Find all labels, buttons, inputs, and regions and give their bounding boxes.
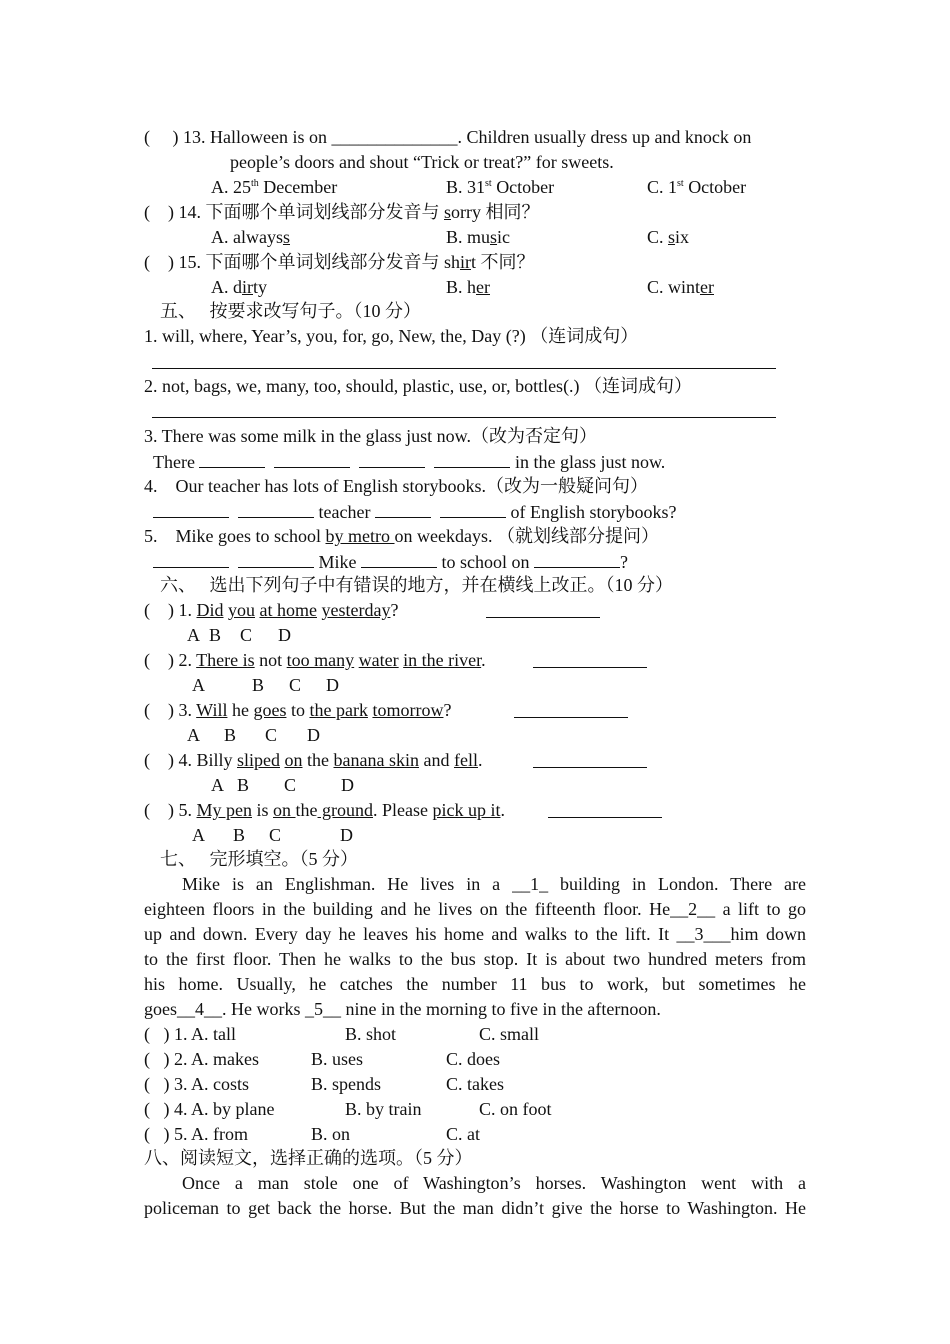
cloze-q2: ( ) 2. A. makes [144, 1049, 259, 1069]
section-7-title: 七、 完形填空。（5 分） [160, 849, 358, 869]
cloze-q2-c: C. does [446, 1049, 500, 1069]
cloze-q4-b: B. by train [345, 1099, 422, 1119]
sec6-s1: ( ) 1. Did you at home yesterday? [144, 600, 399, 620]
cloze-line-5: his home. Usually, he catches the number 11 bus to work, but sometimes he [144, 974, 806, 994]
q13-option-a: A. 25th December [211, 177, 338, 197]
correction-blank-4[interactable] [533, 751, 647, 768]
blank[interactable] [238, 551, 314, 568]
section-8-title: 八、阅读短文，选择正确的选项。（5 分） [144, 1148, 473, 1168]
cloze-q1-b: B. shot [345, 1024, 397, 1044]
q13-stem-line2: people’s doors and shout “Trick or treat?” for sweets. [230, 152, 614, 172]
q14-option-c: C. six [647, 227, 690, 247]
cloze-q1-c: C. small [479, 1024, 540, 1044]
section-5-title: 五、 按要求改写句子。（10 分） [160, 301, 421, 321]
sec6-s4: ( ) 4. Billy sliped on the banana skin and fell. [144, 750, 483, 770]
blank[interactable] [434, 451, 510, 468]
cloze-q4-c: C. on foot [479, 1099, 552, 1119]
cloze-line-6: goes__4__. He works _5__ nine in the morning to five in the afternoon. [144, 999, 661, 1019]
sec5-q2: 2. not, bags, we, many, too, should, plastic, use, or, bottles(.) （连词成句） [144, 376, 693, 396]
sec5-q5: 5. Mike goes to school by metro on weekdays. （就划线部分提问） [144, 526, 659, 546]
cloze-q3: ( ) 3. A. costs [144, 1074, 249, 1094]
q15-option-a: A. dirty [211, 277, 268, 297]
q14-option-a: A. alwayss [211, 227, 290, 247]
q15-option-b: B. her [446, 277, 490, 297]
blank[interactable] [361, 551, 437, 568]
cloze-q5: ( ) 5. A. from [144, 1124, 248, 1144]
reading-line-2: policeman to get back the horse. But the man didn’t give the horse to Washington. He [144, 1198, 806, 1218]
section-6-title: 六、 选出下列句子中有错误的地方，并在横线上改正。（10 分） [160, 575, 673, 595]
blank[interactable] [359, 451, 425, 468]
blank[interactable] [153, 551, 229, 568]
answer-line-2[interactable] [152, 417, 776, 418]
blank[interactable] [375, 501, 431, 518]
correction-blank-1[interactable] [486, 601, 600, 618]
blank[interactable] [238, 501, 314, 518]
sec5-q4: 4. Our teacher has lots of English storybooks.（改为一般疑问句） [144, 476, 648, 496]
blank[interactable] [534, 551, 620, 568]
sec5-q5-answer: Mike to school on ? [153, 551, 628, 572]
q13-stem: ( ) 13. Halloween is on ______________. Children usually dress up and knock on [144, 127, 752, 147]
blank[interactable] [153, 501, 229, 518]
blank[interactable] [274, 451, 350, 468]
cloze-q3-c: C. takes [446, 1074, 504, 1094]
q13-option-c: C. 1st October [647, 177, 747, 197]
q15-option-c: C. winter [647, 277, 714, 297]
cloze-q5-c: C. at [446, 1124, 480, 1144]
reading-line-1: Once a man stole one of Washington’s horses. Washington went with a [182, 1173, 806, 1193]
cloze-line-4: to the first floor. Then he walks to the bus stop. It is about two hundred meters from [144, 949, 806, 969]
blank[interactable] [440, 501, 506, 518]
cloze-q4: ( ) 4. A. by plane [144, 1099, 275, 1119]
cloze-q1: ( ) 1. A. tall [144, 1024, 236, 1044]
correction-blank-3[interactable] [514, 701, 628, 718]
q15-stem: ( ) 15. 下面哪个单词划线部分发音与 shirt 不同？ [144, 252, 535, 272]
cloze-line-3: up and down. Every day he leaves his home and walks to the lift. It __3___him down [144, 924, 806, 944]
correction-blank-2[interactable] [533, 651, 647, 668]
cloze-line-1: Mike is an Englishman. He lives in a __1_ building in London. There are [182, 874, 806, 894]
cloze-q2-b: B. uses [311, 1049, 364, 1069]
cloze-q5-b: B. on [311, 1124, 351, 1144]
blank[interactable] [199, 451, 265, 468]
q14-option-b: B. music [446, 227, 511, 247]
cloze-line-2: eighteen floors in the building and he lives on the fifteenth floor. He__2__ a lift to go [144, 899, 806, 919]
sec5-q1: 1. will, where, Year’s, you, for, go, New, the, Day (?) （连词成句） [144, 326, 639, 346]
sec6-s3: ( ) 3. Will he goes to the park tomorrow? [144, 700, 452, 720]
sec6-s5: ( ) 5. My pen is on the ground. Please pick up it. [144, 800, 505, 820]
answer-line-1[interactable] [152, 368, 776, 369]
cloze-q3-b: B. spends [311, 1074, 382, 1094]
correction-blank-5[interactable] [548, 801, 662, 818]
sec5-q3: 3. There was some milk in the glass just now.（改为否定句） [144, 426, 597, 446]
sec6-s2: ( ) 2. There is not too many water in the river. [144, 650, 486, 670]
sec5-q3-answer: There in the glass just now. [153, 452, 666, 472]
q13-option-b: B. 31st October [446, 177, 555, 197]
q14-stem: ( ) 14. 下面哪个单词划线部分发音与 sorry 相同？ [144, 202, 540, 222]
sec5-q4-answer: teacher of English storybooks? [153, 501, 676, 522]
